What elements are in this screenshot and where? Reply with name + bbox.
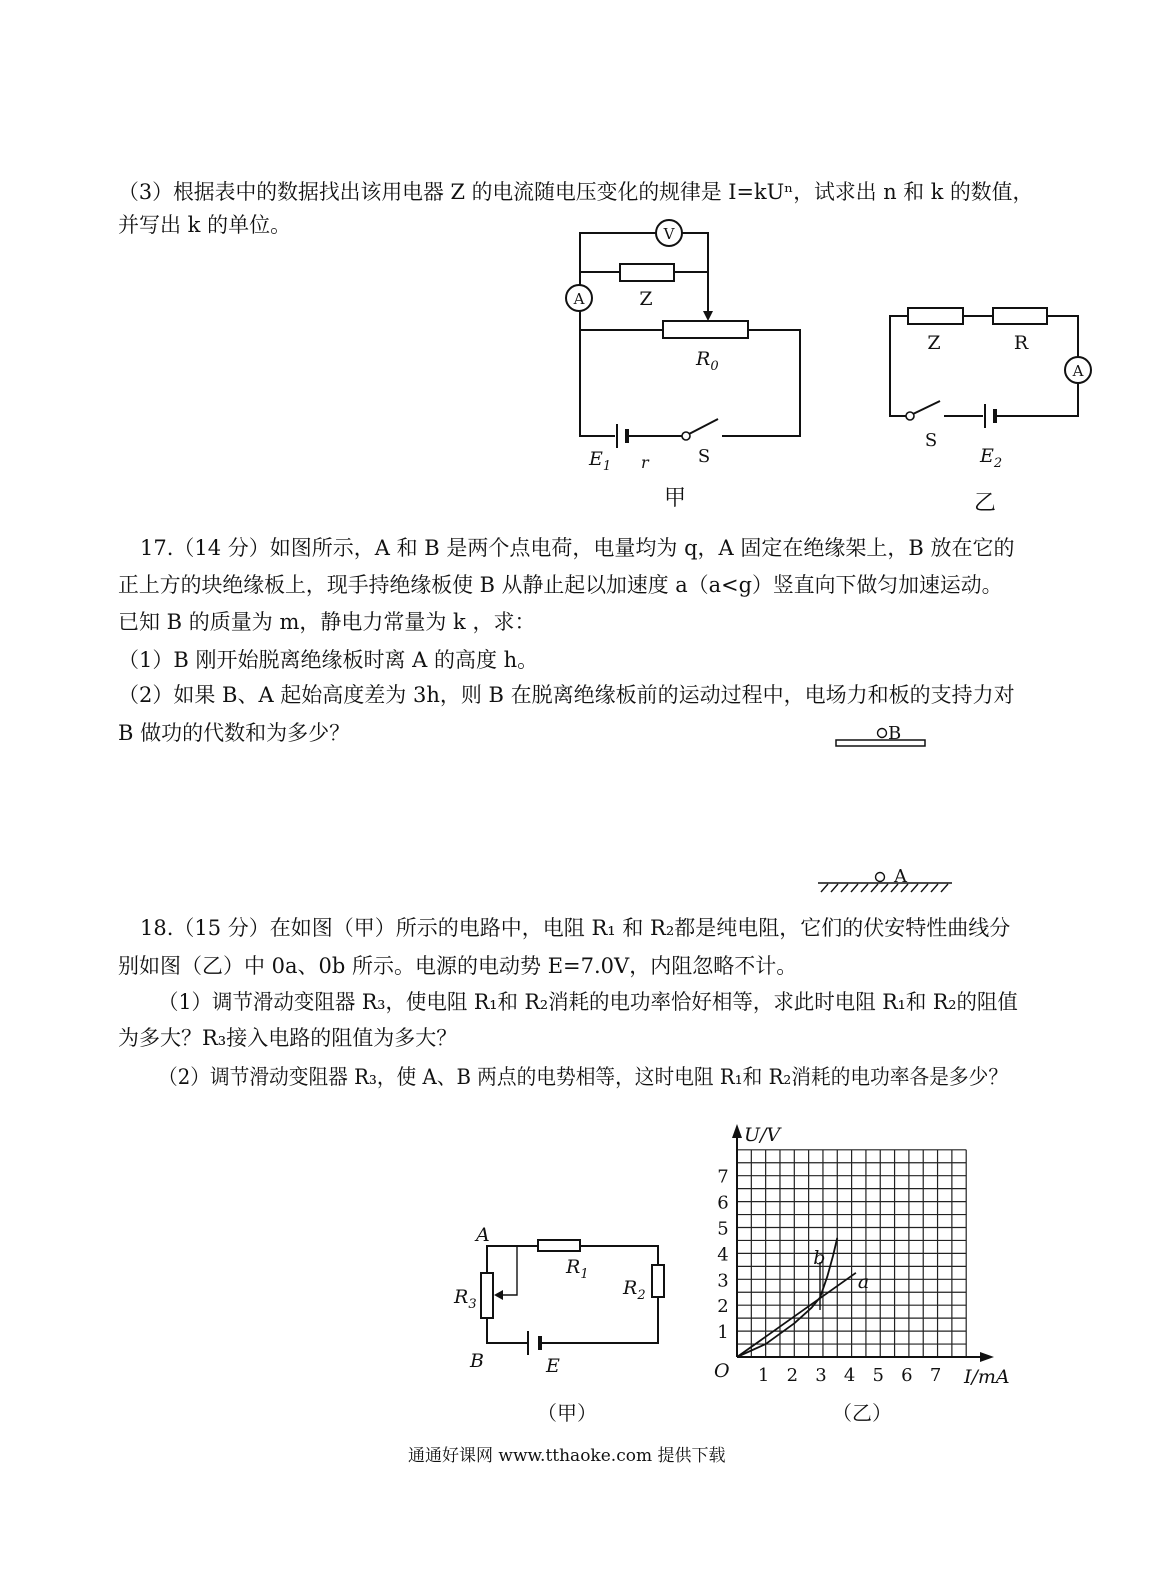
internal-resistance-label: r <box>641 453 649 472</box>
resistor-r2 <box>652 1265 664 1297</box>
rheostat-slider-arrow-icon <box>494 1290 503 1300</box>
switch-yi-lever <box>913 401 940 414</box>
graph-x-axis-label: I/mA <box>964 1366 1010 1388</box>
x-tick-label: 6 <box>901 1365 913 1386</box>
charge-a-dot <box>876 873 885 882</box>
resistor-r1-label <box>565 1256 589 1282</box>
ground-hatching <box>821 884 948 892</box>
q18-part1-line2: 为多大？R₃接入电路的阻值为多大？ <box>118 1026 458 1050</box>
footer-source: 通通好课网 www.tthaoke.com 提供下载 <box>408 1446 726 1466</box>
ammeter-yi-letter: A <box>1072 362 1084 380</box>
q17-line5: （2）如果 B、A 起始高度差为 3h，则 B 在脱离绝缘板前的运动过程中，电场力和板的支持力对 <box>118 683 1015 707</box>
resistor-z <box>620 264 674 281</box>
graph-grid <box>737 1150 966 1357</box>
x-tick-label: 2 <box>786 1365 799 1386</box>
graph-origin-label: O <box>714 1360 730 1382</box>
q17-line1: 17.（14 分）如图所示，A 和 B 是两个点电荷，电量均为 q，A 固定在绝缘架上，B 放在它的 <box>140 536 1015 560</box>
x-tick-label: 5 <box>872 1365 884 1386</box>
battery-e2-label <box>979 445 1002 471</box>
charge-b-label: B <box>888 723 902 744</box>
figure-q18-yi-caption: （乙） <box>832 1401 892 1425</box>
charge-a-label: A <box>894 866 907 887</box>
resistor-z-label: Z <box>639 288 653 310</box>
x-tick-label: 3 <box>815 1365 827 1386</box>
x-tick-label: 1 <box>757 1365 770 1386</box>
resistor-r1 <box>538 1240 580 1251</box>
curve-b-label: b <box>813 1246 826 1269</box>
y-tick-label: 7 <box>717 1166 729 1188</box>
switch-s-lever <box>689 419 718 434</box>
resistor-r1-subscript: 1 <box>580 1267 589 1282</box>
battery-e-label: E <box>546 1355 560 1377</box>
rheostat-r0 <box>663 321 748 338</box>
curve-a-label: a <box>857 1270 870 1293</box>
rheostat-r0-letter: R <box>696 348 711 370</box>
rheostat-r3-subscript: 3 <box>468 1297 477 1312</box>
voltmeter-letter: V <box>663 225 675 243</box>
graph-y-axis-label: U/V <box>744 1124 781 1146</box>
q17-line6: B 做功的代数和为多少？ <box>118 721 351 745</box>
resistor-r2-label <box>622 1277 646 1303</box>
resistor-r2-letter: R <box>623 1277 638 1299</box>
q18-line2: 别如图（乙）中 0a、0b 所示。电源的电动势 E=7.0V，内阻忽略不计。 <box>118 954 798 978</box>
rheostat-r0-label <box>695 348 719 374</box>
x-tick-label: 7 <box>929 1365 942 1386</box>
y-tick-label: 1 <box>717 1322 729 1344</box>
insulating-plate <box>836 740 925 746</box>
wire-rheostat <box>580 330 800 436</box>
q18-part1-line1: （1）调节滑动变阻器 R₃，使电阻 R₁和 R₂消耗的电功率恰好相等，求此时电阻 R₁和 R₂的阻值 <box>158 990 1018 1014</box>
y-tick-label: 4 <box>717 1244 729 1266</box>
wire-yi-loop <box>890 316 1078 416</box>
q17-line4: （1）B 刚开始脱离绝缘板时离 A 的高度 h。 <box>118 648 539 672</box>
charge-b-dot <box>878 729 887 738</box>
y-tick-label: 2 <box>717 1296 729 1318</box>
rheostat-r0-subscript: 0 <box>710 359 719 374</box>
slider-arrow-icon <box>703 311 713 321</box>
q18-line1: 18.（15 分）在如图（甲）所示的电路中，电阻 R₁ 和 R₂都是纯电阻，它们的伏安特性曲线分 <box>140 916 1011 940</box>
resistor-z-yi-label: Z <box>927 332 941 354</box>
switch-s-label: S <box>697 446 711 467</box>
rheostat-r3 <box>481 1273 493 1318</box>
battery-e1-subscript: 1 <box>602 459 612 474</box>
rheostat-r3-label <box>453 1286 477 1312</box>
q18-circuit-jia <box>453 1224 664 1425</box>
figure-jia-caption: 甲 <box>663 486 687 511</box>
point-b-label: B <box>470 1350 484 1372</box>
battery-e1-letter: E <box>589 448 603 470</box>
resistor-z-yi <box>908 308 963 324</box>
q18-iv-graph <box>714 1124 1010 1425</box>
y-tick-label: 6 <box>717 1192 729 1214</box>
battery-e2-subscript: 2 <box>993 456 1003 471</box>
resistor-r-yi <box>993 308 1047 324</box>
x-tick-label: 4 <box>843 1365 856 1386</box>
graph-y-axis-arrow-icon <box>732 1124 742 1138</box>
resistor-r2-subscript: 2 <box>637 1288 646 1303</box>
battery-e1-label <box>588 448 611 474</box>
figure-yi-caption: 乙 <box>973 491 997 516</box>
q16-circuit-jia <box>566 220 800 511</box>
graph-curves <box>737 1238 869 1357</box>
rheostat-r3-letter: R <box>454 1286 469 1308</box>
resistor-r1-letter: R <box>566 1256 581 1278</box>
q16-part3-line1: （3）根据表中的数据找出该用电器 Z 的电流随电压变化的规律是 I=kUⁿ，试求出 n 和 k 的数值， <box>118 180 1034 204</box>
rheostat-slider-wire <box>501 1246 517 1295</box>
battery-e2-letter: E <box>980 445 994 467</box>
q17-line3: 已知 B 的质量为 m，静电力常量为 k ，求： <box>118 610 536 634</box>
point-a-label: A <box>476 1224 490 1246</box>
q18-part2-line1: （2）调节滑动变阻器 R₃，使 A、B 两点的电势相等，这时电阻 R₁和 R₂消耗的电功率各是多少？ <box>158 1065 1009 1089</box>
ammeter-letter: A <box>573 290 585 308</box>
switch-yi-label: S <box>924 430 938 451</box>
y-tick-label: 3 <box>717 1270 729 1292</box>
figure-q18-jia-caption: （甲） <box>537 1401 597 1425</box>
resistor-r-yi-label: R <box>1013 332 1029 354</box>
q16-part3-line2: 并写出 k 的单位。 <box>118 213 292 237</box>
y-tick-label: 5 <box>717 1218 729 1240</box>
q16-circuit-yi <box>890 308 1091 516</box>
q17-figure <box>818 723 952 892</box>
graph-x-axis-arrow-icon <box>980 1352 994 1362</box>
q17-line2: 正上方的块绝缘板上，现手持绝缘板使 B 从静止起以加速度 a（a<g）竖直向下做匀加速运动。 <box>118 573 1003 597</box>
